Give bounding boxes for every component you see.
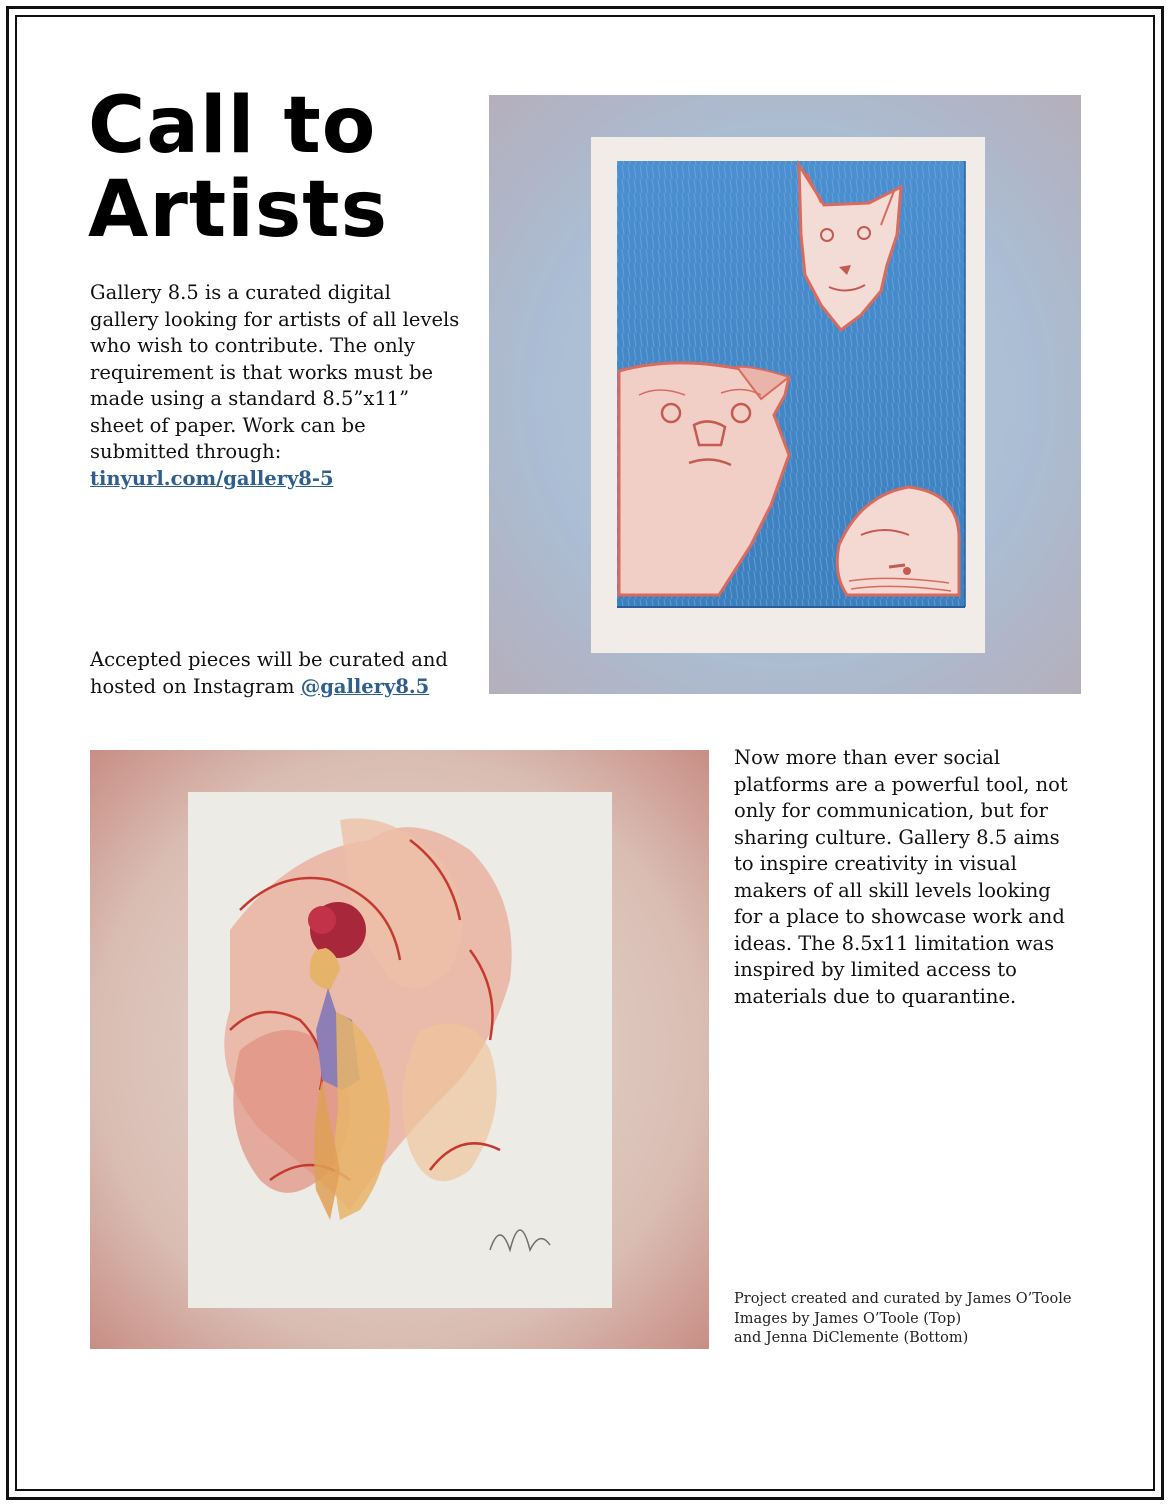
page-title [88,81,468,255]
intro-paragraph [90,280,465,492]
credits-line-1: Project created and curated by James O’Toole [734,1291,1072,1307]
submission-link[interactable]: tinyurl.com/gallery8-5 [90,466,334,490]
title-line-1: Call to [88,81,377,171]
credits-line-2: Images by James O’Toole (Top) [734,1310,962,1327]
accepted-text: Accepted pieces will be curated and hosted on Instagram [90,648,448,698]
accepted-paragraph [90,647,465,700]
watercolor-woman-graphic [90,750,709,1349]
instagram-handle-link[interactable]: @gallery8.5 [300,674,430,698]
aims-paragraph: Now more than ever social platforms are a powerful tool, not only for communication, but for sharing culture. Gallery 8.5 aims to inspire creativity in visual makers of all skill levels looking for a place to showcase work and ideas. The 8.5x11 limitation was inspired by limited access to materials due to quarantine. [734,746,1068,1008]
credits-block [734,1290,1094,1349]
intro-text: Gallery 8.5 is a curated digital gallery looking for artists of all levels who wish to contribute. The only requirement is that works must be made using a standard 8.5”x11” sheet of paper. Work can be submitted through: [90,281,460,463]
watercolor-woman-image [90,750,709,1349]
credits-line-3: and Jenna DiClemente (Bottom) [734,1330,969,1346]
dogs-drawing-image [489,95,1081,694]
title-line-2: Artists [88,165,388,255]
dogs-drawing-graphic [489,95,1081,694]
